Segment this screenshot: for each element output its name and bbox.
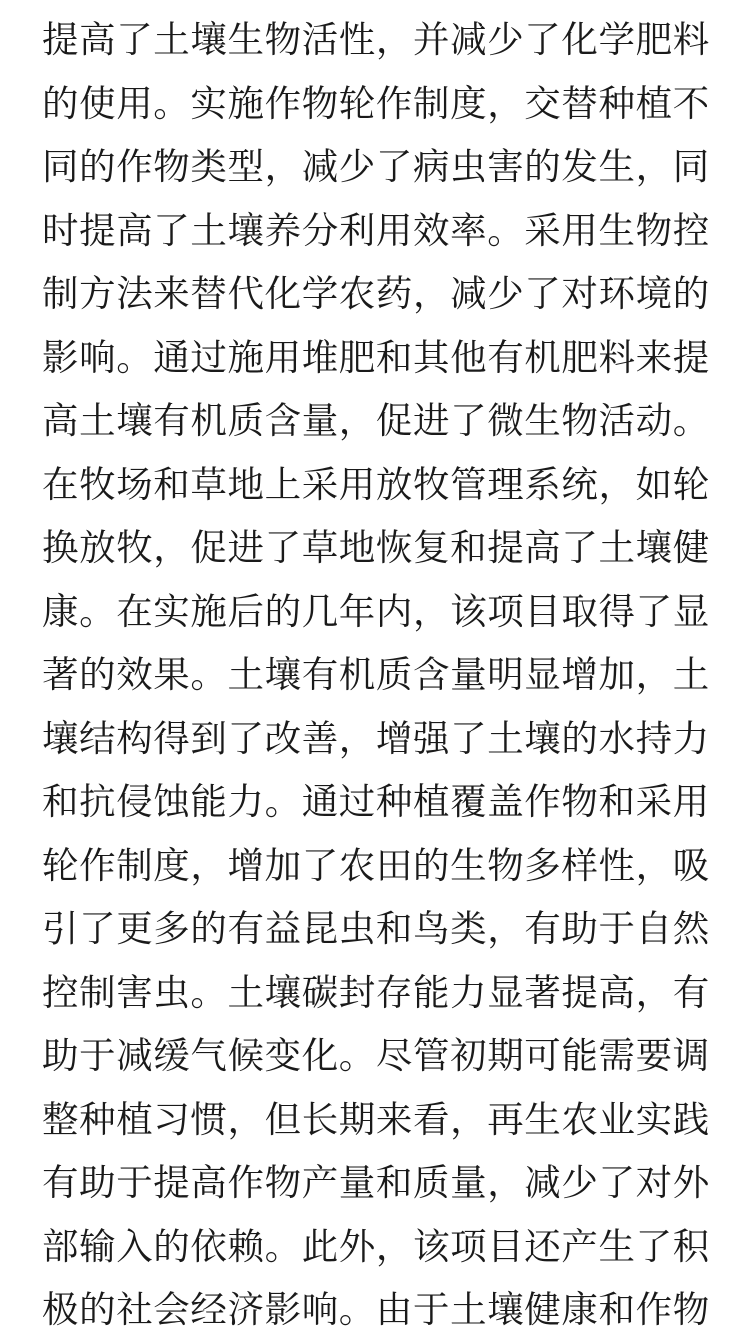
text-line: 引了更多的有益昆虫和鸟类，有助于自然 [42,907,710,950]
text-line: 制方法来替代化学农药，减少了对环境的 [42,272,710,315]
text-line: 康。在实施后的几年内，该项目取得了显 [42,589,710,633]
article-body [42,8,722,1342]
text-line: 的使用。实施作物轮作制度，交替种植不 [42,81,710,125]
text-line: 时提高了土壤养分利用效率。采用生物控 [42,208,710,252]
text-line: 部输入的依赖。此外，该项目还产生了积 [42,1224,710,1268]
text-line: 轮作制度，增加了农田的生物多样性，吸 [42,843,710,887]
text-line: 著的效果。土壤有机质含量明显增加，土 [42,653,710,696]
text-line: 控制害虫。土壤碳封存能力显著提高，有 [42,970,710,1014]
text-line: 极的社会经济影响。由于土壤健康和作物 [42,1288,710,1331]
text-line: 壤结构得到了改善，增强了土壤的水持力 [42,716,710,760]
text-line: 提高了土壤生物活性，并减少了化学肥料 [42,18,710,61]
text-line: 整种植习惯，但长期来看，再生农业实践 [42,1097,710,1141]
text-line: 高土壤有机质含量，促进了微生物活动。 [42,399,710,442]
text-line: 和抗侵蚀能力。通过种植覆盖作物和采用 [42,780,710,823]
text-line: 同的作物类型，减少了病虫害的发生，同 [42,145,710,188]
text-line: 换放牧，促进了草地恢复和提高了土壤健 [42,526,710,569]
text-line: 影响。通过施用堆肥和其他有机肥料来提 [42,335,710,379]
text-line: 在牧场和草地上采用放牧管理系统，如轮 [42,462,710,506]
text-line: 有助于提高作物产量和质量，减少了对外 [42,1161,710,1204]
text-line: 助于减缓气候变化。尽管初期可能需要调 [42,1034,710,1077]
